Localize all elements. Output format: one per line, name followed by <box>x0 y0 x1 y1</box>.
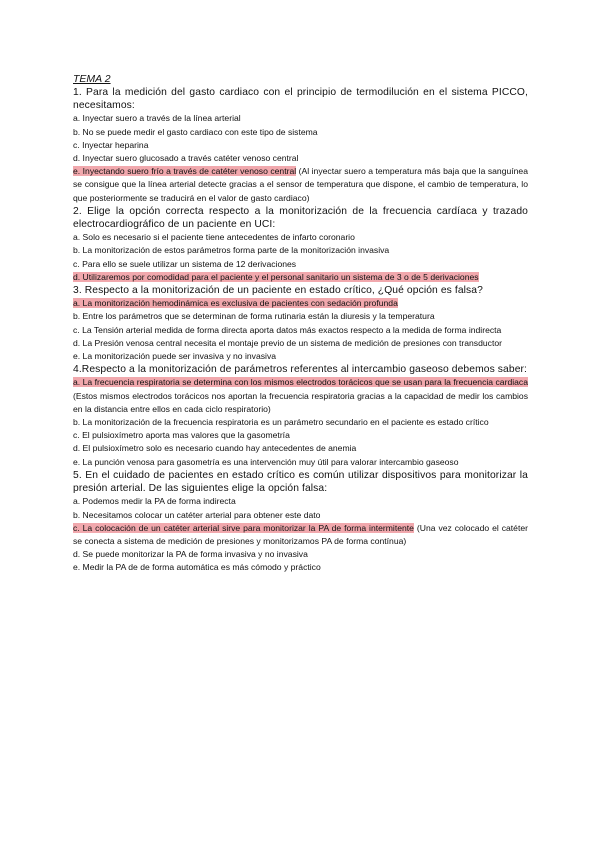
q4-option-d: d. El pulsioxímetro solo es necesario cuando hay antecedentes de anemia <box>73 443 357 454</box>
q4-explanation: (Estos mismos electrodos torácicos nos aportan la frecuencia respiratoria gracias a la capacidad de medir los cambios en la distancia entre ellos en cada ciclo respiratorio) <box>73 390 528 414</box>
page-title: TEMA 2 <box>73 73 111 85</box>
q2-option-d <box>73 271 528 284</box>
question-1: 1. Para la medición del gasto cardiaco con el principio de termodilución en el sistema PICCO, necesitamos: <box>73 87 528 112</box>
q1-option-e <box>73 165 528 205</box>
q5-option-b: b. Necesitamos colocar un catéter arterial para obtener este dato <box>73 509 321 520</box>
q3-option-c: c. La Tensión arterial medida de forma directa aporta datos más exactos respecto a la medida de forma indirecta <box>73 324 502 335</box>
q3-option-a <box>73 297 528 310</box>
question-4: 4.Respecto a la monitorización de parámetros referentes al intercambio gaseoso debemos saber: <box>73 364 528 376</box>
q4-correct-answer-highlight: a. La frecuencia respiratoria se determina con los mismos electrodos torácicos que se usan para la frecuencia cardiaca <box>73 377 528 388</box>
q1-option-d: d. Inyectar suero glucosado a través catéter venoso central <box>73 153 299 164</box>
q4-option-e: e. La punción venosa para gasometría es una intervención muy útil para valorar intercambio gaseoso <box>73 456 459 467</box>
q1-option-a: a. Inyectar suero a través de la línea arterial <box>73 113 241 124</box>
q5-explanation: (Una vez colocado el catéter se conecta a sistema de medición de presiones y monitorizamos PA de forma contínua) <box>73 522 528 546</box>
q3-option-b: b. Entre los parámetros que se determinan de forma rutinaria están la diuresis y la temperatura <box>73 311 435 322</box>
q2-correct-answer-highlight: d. Utilizaremos por comodidad para el paciente y el personal sanitario un sistema de 3 o de 5 derivaciones <box>73 271 479 282</box>
q2-option-b: b. La monitorización de estos parámetros forma parte de la monitorización invasiva <box>73 245 390 256</box>
q2-option-a: a. Solo es necesario si el paciente tiene antecedentes de infarto coronario <box>73 232 355 243</box>
q3-option-e: e. La monitorización puede ser invasiva y no invasiva <box>73 351 277 362</box>
q1-option-c: c. Inyectar heparina <box>73 139 149 150</box>
q4-option-c: c. El pulsioxímetro aporta mas valores que la gasometría <box>73 430 290 441</box>
q5-correct-answer-highlight: c. La colocación de un catéter arterial sirve para monitorizar la PA de forma intermitente <box>73 522 414 533</box>
q1-explanation: (Al inyectar suero a temperatura más baja que la sanguínea se consigue que la línea arterial detecte gracias a el sensor de temperatura que dispone, el cambio de temperatura, lo que posteriormente se traducirá en el valor de gasto cardiaco) <box>73 166 528 203</box>
q3-correct-answer-highlight: a. La monitorización hemodinámica es exclusiva de pacientes con sedación profunda <box>73 298 398 309</box>
q2-option-c: c. Para ello se suele utilizar un sistema de 12 derivaciones <box>73 258 297 269</box>
q4-option-b: b. La monitorización de la frecuencia respiratoria es un parámetro secundario en el paciente es estado crítico <box>73 417 489 428</box>
question-2: 2. Elige la opción correcta respecto a la monitorización de la frecuencia cardíaca y trazado electrocardiográfico de un paciente en UCI: <box>73 205 528 231</box>
q5-option-a: a. Podemos medir la PA de forma indirecta <box>73 496 236 507</box>
q4-option-a <box>73 376 528 416</box>
q5-option-e: e. Medir la PA de de forma automática es más cómodo y práctico <box>73 562 321 573</box>
q3-option-d: d. La Presión venosa central necesita el montaje previo de un sistema de medición de presiones con transductor <box>73 337 502 348</box>
q1-option-b: b. No se puede medir el gasto cardiaco con este tipo de sistema <box>73 126 318 137</box>
q1-correct-answer-highlight: e. Inyectando suero frío a través de catéter venoso central <box>73 166 297 177</box>
q5-option-c <box>73 522 528 548</box>
document-page <box>73 73 528 575</box>
q5-option-d: d. Se puede monitorizar la PA de forma invasiva y no invasiva <box>73 549 308 560</box>
question-5: 5. En el cuidado de pacientes en estado crítico es común utilizar dispositivos para monitorizar la presión arterial. De las siguientes elige la opción falsa: <box>73 469 528 495</box>
question-3: 3. Respecto a la monitorización de un paciente en estado crítico, ¿Qué opción es falsa? <box>73 285 483 297</box>
